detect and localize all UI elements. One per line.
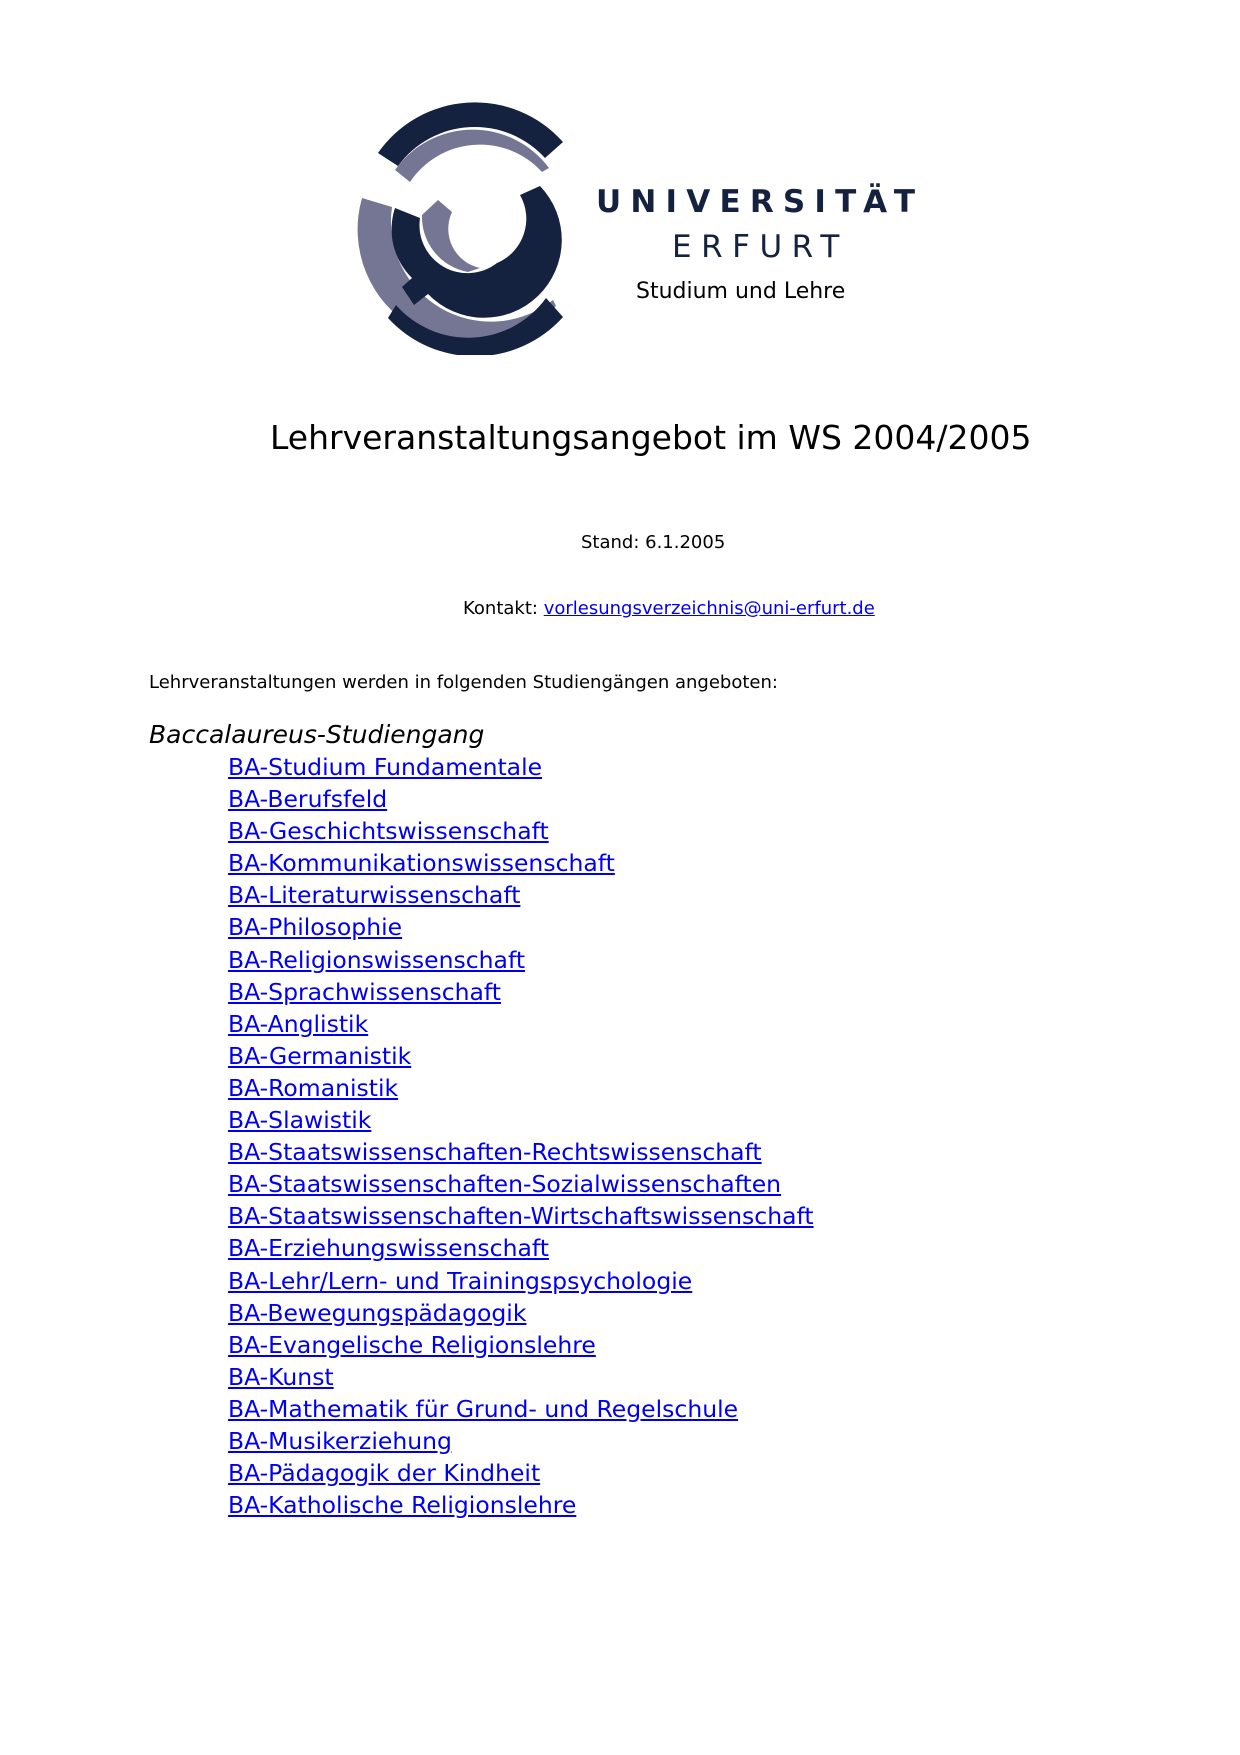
list-item — [228, 1008, 814, 1040]
program-link-staatswiss-sozial[interactable]: BA-Staatswissenschaften-Sozialwissenschaften — [228, 1170, 782, 1199]
program-link-religionswissenschaft[interactable]: BA-Religionswissenschaft — [228, 945, 526, 974]
university-logo-icon — [350, 100, 580, 355]
status-date: Stand: 6.1.2005 — [581, 532, 726, 553]
program-link-literaturwissenschaft[interactable]: BA-Literaturwissenschaft — [228, 881, 521, 910]
program-link-paedagogik-kindheit[interactable]: BA-Pädagogik der Kindheit — [228, 1459, 541, 1488]
list-item — [228, 1104, 814, 1136]
program-link-geschichtswissenschaft[interactable]: BA-Geschichtswissenschaft — [228, 817, 549, 846]
list-item — [228, 1393, 814, 1425]
list-item — [228, 1232, 814, 1264]
intro-text: Lehrveranstaltungen werden in folgenden Studiengängen angeboten: — [149, 672, 778, 693]
program-link-kunst[interactable]: BA-Kunst — [228, 1362, 334, 1391]
program-link-trainingspsychologie[interactable]: BA-Lehr/Lern- und Trainingspsychologie — [228, 1266, 693, 1295]
list-item — [228, 1297, 814, 1329]
list-item — [228, 1329, 814, 1361]
list-item — [228, 976, 814, 1008]
list-item — [228, 815, 814, 847]
list-item — [228, 783, 814, 815]
section-heading-baccalaureus: Baccalaureus-Studiengang — [149, 720, 485, 749]
program-link-studium-fundamentale[interactable]: BA-Studium Fundamentale — [228, 753, 543, 781]
list-item — [228, 1265, 814, 1297]
list-item — [228, 1457, 814, 1489]
list-item — [228, 1200, 814, 1232]
list-item — [228, 847, 814, 879]
list-item — [228, 1489, 814, 1521]
program-link-evangelische-religionslehre[interactable]: BA-Evangelische Religionslehre — [228, 1330, 596, 1359]
list-item — [228, 1168, 814, 1200]
program-link-staatswiss-wirtschaft[interactable]: BA-Staatswissenschaften-Wirtschaftswissenschaft — [228, 1202, 814, 1231]
program-link-list — [228, 751, 814, 1521]
program-link-slawistik[interactable]: BA-Slawistik — [228, 1106, 372, 1135]
list-item — [228, 1136, 814, 1168]
list-item — [228, 944, 814, 976]
page-title: Lehrveranstaltungsangebot im WS 2004/2005 — [270, 418, 1032, 457]
list-item — [228, 1361, 814, 1393]
list-item — [228, 1072, 814, 1104]
program-link-berufsfeld[interactable]: BA-Berufsfeld — [228, 785, 388, 814]
list-item — [228, 1425, 814, 1457]
department-name: Studium und Lehre — [636, 279, 846, 304]
contact-label: Kontakt: — [463, 598, 538, 619]
list-item — [228, 911, 814, 943]
list-item — [228, 1040, 814, 1072]
program-link-erziehungswissenschaft[interactable]: BA-Erziehungswissenschaft — [228, 1234, 549, 1263]
program-link-philosophie[interactable]: BA-Philosophie — [228, 913, 403, 942]
program-link-bewegungspaedagogik[interactable]: BA-Bewegungspädagogik — [228, 1298, 527, 1327]
contact-email-link[interactable]: vorlesungsverzeichnis@uni-erfurt.de — [543, 598, 875, 619]
university-city: ERFURT — [672, 229, 849, 265]
program-link-mathematik[interactable]: BA-Mathematik für Grund- und Regelschule — [228, 1394, 739, 1423]
program-link-katholische-religionslehre[interactable]: BA-Katholische Religionslehre — [228, 1491, 577, 1520]
list-item — [228, 751, 814, 783]
program-link-germanistik[interactable]: BA-Germanistik — [228, 1041, 412, 1070]
program-link-anglistik[interactable]: BA-Anglistik — [228, 1009, 369, 1038]
program-link-romanistik[interactable]: BA-Romanistik — [228, 1073, 399, 1102]
contact-line — [463, 598, 875, 619]
program-link-musikerziehung[interactable]: BA-Musikerziehung — [228, 1426, 452, 1455]
university-name: UNIVERSITÄT — [596, 184, 925, 220]
program-link-staatswiss-recht[interactable]: BA-Staatswissenschaften-Rechtswissenschaft — [228, 1138, 762, 1167]
program-link-sprachwissenschaft[interactable]: BA-Sprachwissenschaft — [228, 977, 501, 1006]
program-link-kommunikationswissenschaft[interactable]: BA-Kommunikationswissenschaft — [228, 849, 615, 878]
list-item — [228, 879, 814, 911]
